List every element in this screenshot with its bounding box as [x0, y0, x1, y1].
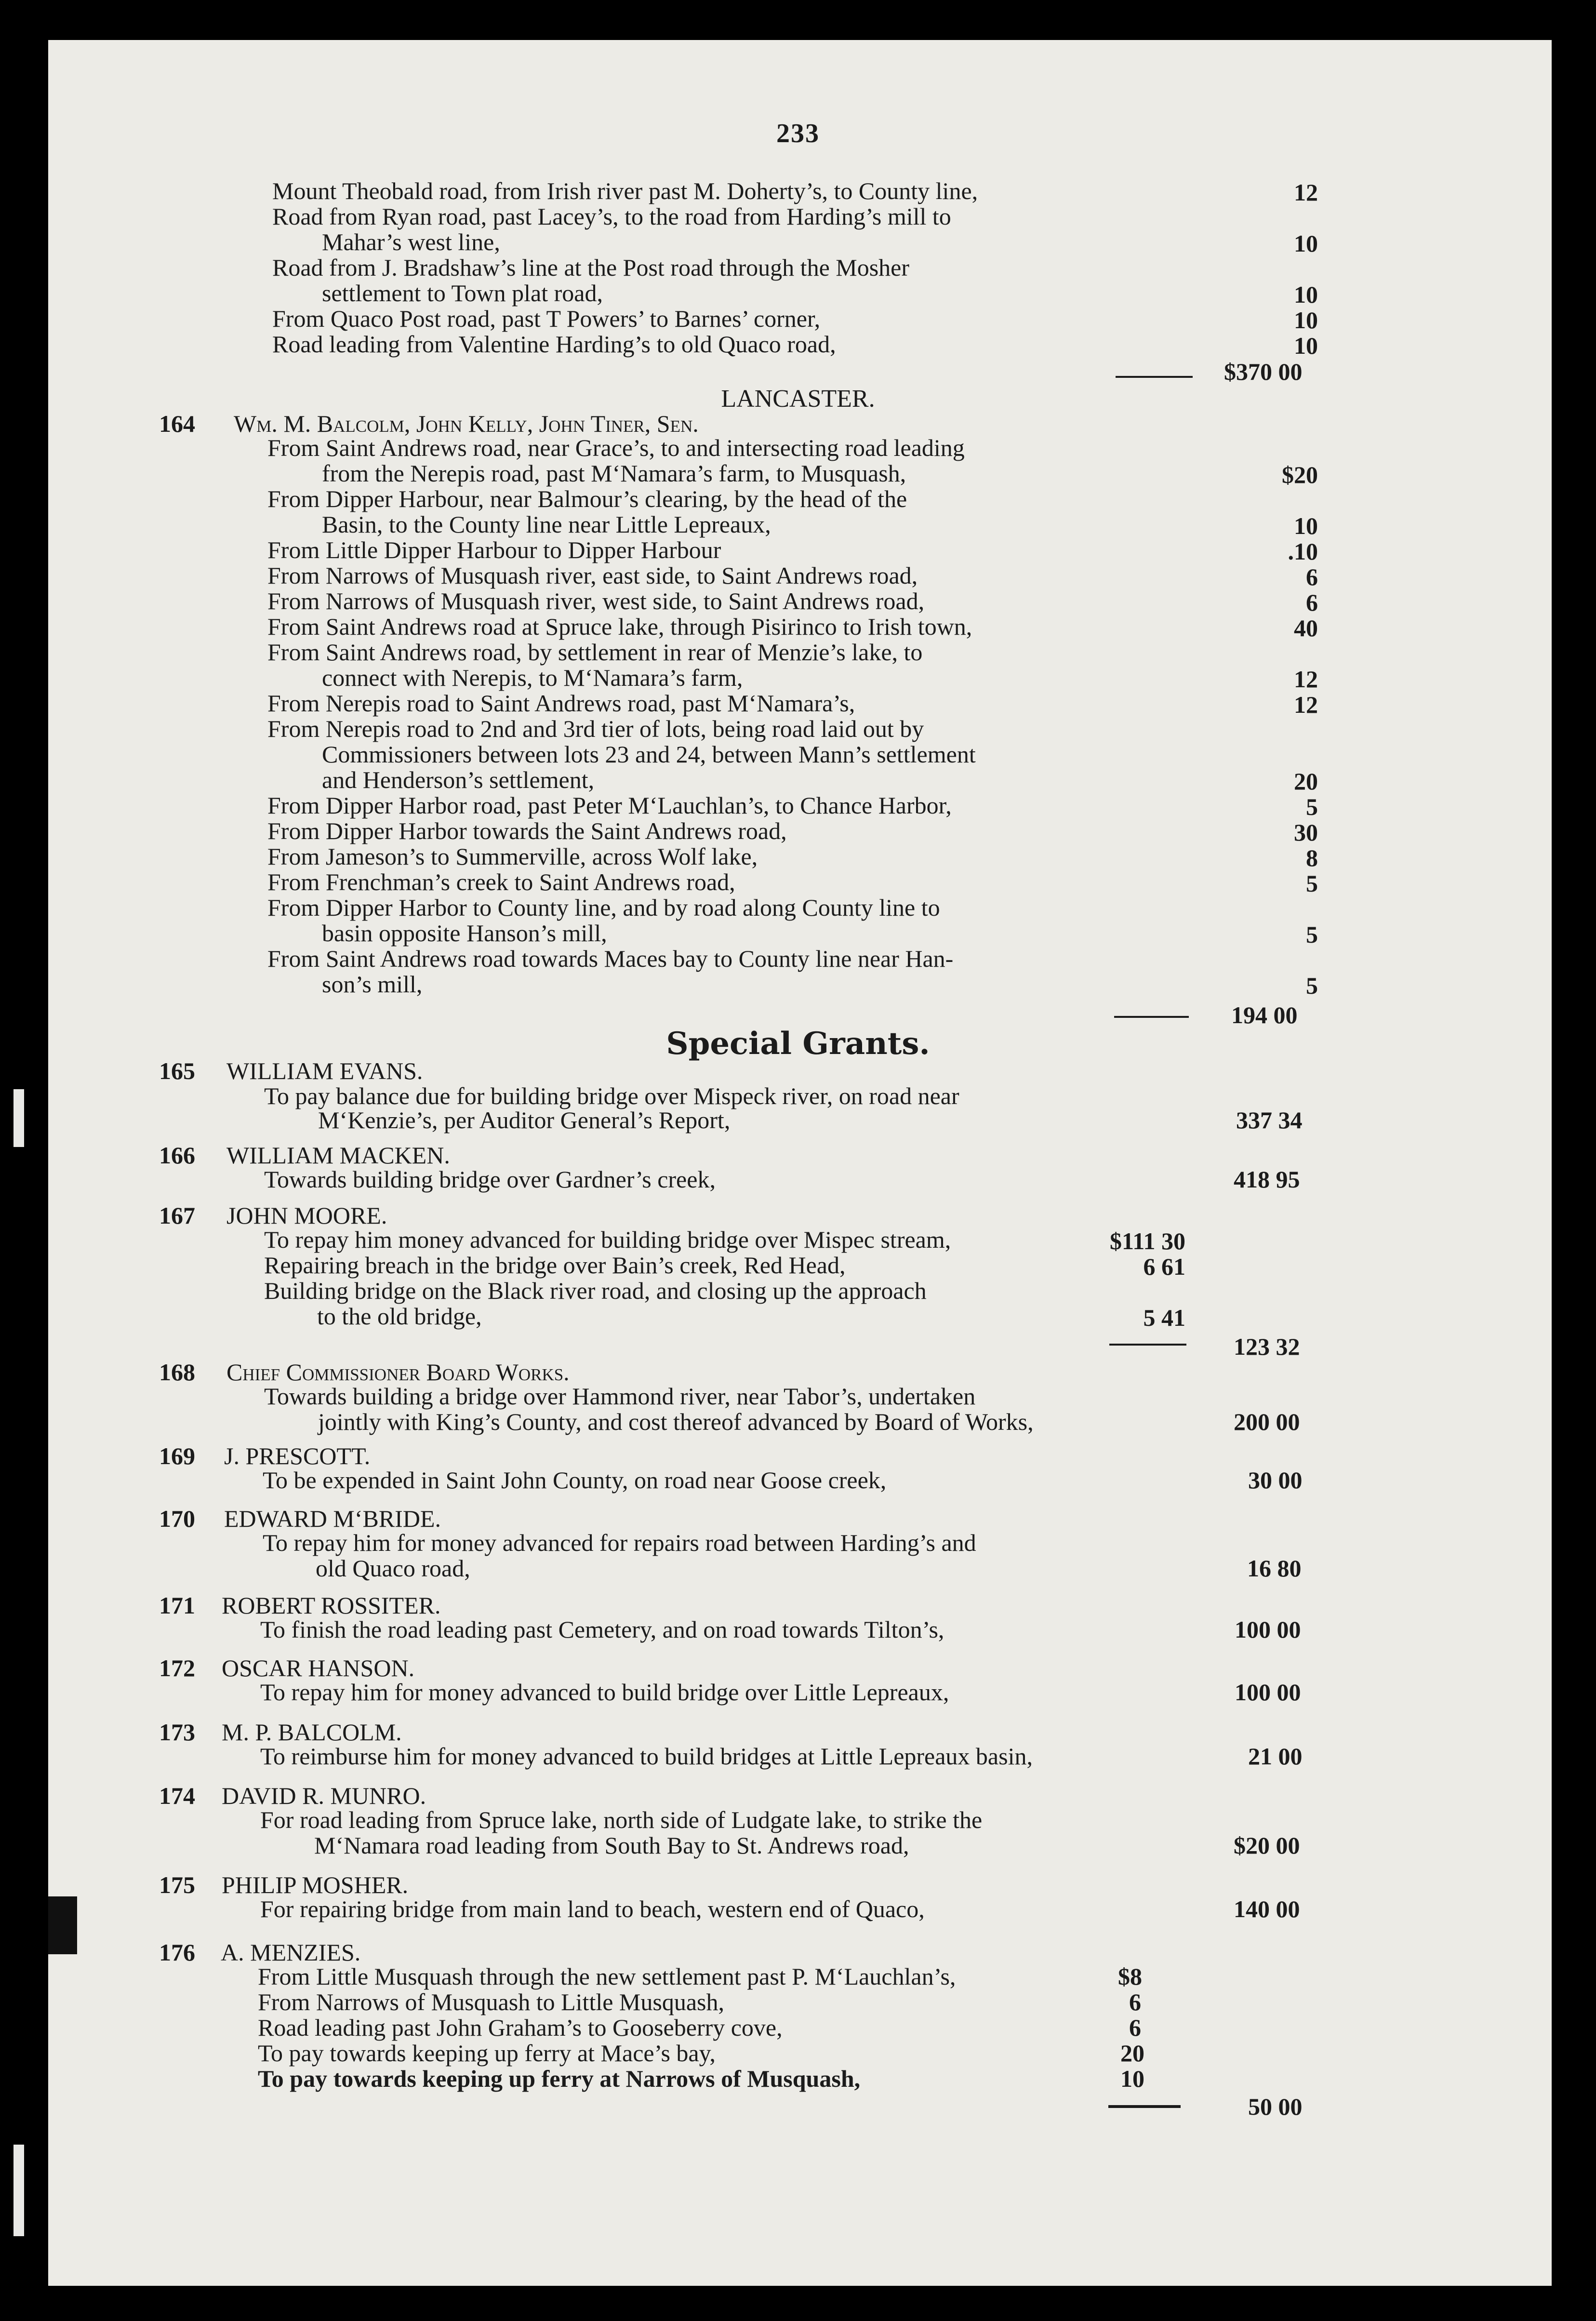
item-number-174: 174 [159, 1782, 195, 1809]
lancaster-item-14-amount: 5 [1306, 972, 1318, 999]
lancaster-item-2-text: From Little Dipper Harbour to Dipper Harbour [267, 536, 721, 563]
lancaster-item-12-text: From Frenchman’s creek to Saint Andrews road, [267, 868, 735, 895]
top-item-2-cont: settlement to Town plat road, [322, 280, 603, 307]
grantee-name-165: WILLIAM EVANS. [226, 1057, 423, 1084]
top-item-1-amount: 10 [1294, 230, 1318, 257]
lancaster-item-5-amount: 40 [1294, 614, 1318, 641]
grantee-name-167: JOHN MOORE. [226, 1202, 387, 1229]
grantee-name-174: DAVID R. MUNRO. [222, 1782, 426, 1809]
item-number-171: 171 [159, 1592, 195, 1619]
grant-166-amount: 418 95 [1234, 1166, 1300, 1193]
grant-173-amount: 21 00 [1248, 1743, 1303, 1770]
section-heading-lancaster: LANCASTER. [721, 385, 875, 413]
item-number-164: 164 [159, 410, 195, 437]
grantee-name-171: ROBERT ROSSITER. [222, 1592, 441, 1619]
grant-167-item-1-text: Repairing breach in the bridge over Bain’s creek, Red Head, [264, 1252, 846, 1279]
grant-170-line-0: To repay him for money advanced for repairs road between Harding’s and [263, 1529, 976, 1556]
lancaster-item-1-amount: 10 [1294, 512, 1318, 539]
grant-171-line-0: To finish the road leading past Cemetery, and on road towards Tilton’s, [260, 1616, 944, 1643]
subtotal-rule [1109, 1344, 1186, 1346]
subtotal-rule [1116, 376, 1193, 378]
lancaster-item-13-text: From Dipper Harbor to County line, and by road along County line to [267, 894, 940, 921]
lancaster-item-13-amount: 5 [1306, 921, 1318, 948]
grant-175-amount: 140 00 [1234, 1895, 1300, 1922]
lancaster-item-3-amount: 6 [1306, 563, 1318, 590]
grant-174-line-0: For road leading from Spruce lake, north side of Ludgate lake, to strike the [260, 1806, 983, 1833]
lancaster-item-6-cont: connect with Nerepis, to M‘Namara’s farm, [322, 664, 743, 691]
lancaster-item-0-text: From Saint Andrews road, near Grace’s, to and intersecting road leading [267, 434, 965, 461]
grant-173-line-0: To reimburse him for money advanced to build bridges at Little Lepreaux basin, [260, 1743, 1033, 1770]
top-item-4-text: Road leading from Valentine Harding’s to old Quaco road, [272, 331, 836, 358]
item-number-165: 165 [159, 1057, 195, 1084]
grant-167-item-0-amount: $111 30 [1110, 1227, 1185, 1254]
grant-172-amount: 100 00 [1235, 1679, 1301, 1706]
top-item-1-cont: Mahar’s west line, [322, 228, 500, 255]
grant-176-item-2-text: Road leading past John Graham’s to Gooseberry cove, [258, 2014, 783, 2041]
lancaster-item-14-text: From Saint Andrews road towards Maces bay to County line near Han- [267, 945, 954, 972]
lancaster-item-2-amount: .10 [1288, 538, 1318, 565]
scan-edge-mark [13, 1089, 24, 1147]
top-item-4-amount: 10 [1294, 332, 1318, 359]
grant-175-line-0: For repairing bridge from main land to beach, western end of Quaco, [260, 1895, 925, 1922]
lancaster-item-10-amount: 30 [1294, 819, 1318, 846]
lancaster-item-6-amount: 12 [1294, 666, 1318, 693]
section-heading-special-grants: Special Grants. [666, 1026, 930, 1062]
grant-166-line-0: Towards building bridge over Gardner’s creek, [264, 1166, 716, 1193]
grant-172-line-0: To repay him for money advanced to build bridge over Little Lepreaux, [260, 1679, 949, 1706]
lancaster-item-1-text: From Dipper Harbour, near Balmour’s clearing, by the head of the [267, 485, 907, 512]
lancaster-item-3-text: From Narrows of Musquash river, east side, to Saint Andrews road, [267, 562, 918, 589]
grant-174-line-1: M‘Namara road leading from South Bay to St. Andrews road, [314, 1832, 909, 1859]
lancaster-item-6-text: From Saint Andrews road, by settlement in rear of Menzie’s lake, to [267, 639, 923, 666]
grant-176-item-4-amount: 10 [1120, 2065, 1144, 2092]
lancaster-total: 194 00 [1231, 1001, 1298, 1028]
grant-167-amount: 123 32 [1234, 1333, 1300, 1360]
lancaster-item-11-text: From Jameson’s to Summerville, across Wolf lake, [267, 843, 758, 870]
top-item-3-amount: 10 [1294, 307, 1318, 333]
grant-176-item-3-amount: 20 [1120, 2040, 1144, 2067]
lancaster-item-8-cont2: and Henderson’s settlement, [322, 766, 595, 793]
grant-165-line-1: M‘Kenzie’s, per Auditor General’s Report, [318, 1107, 731, 1134]
lancaster-item-1-cont: Basin, to the County line near Little Lepreaux, [322, 511, 771, 538]
lancaster-item-4-text: From Narrows of Musquash river, west side, to Saint Andrews road, [267, 587, 925, 614]
grant-171-amount: 100 00 [1235, 1616, 1301, 1643]
grant-167-item-2-text: Building bridge on the Black river road, and closing up the approach [264, 1277, 927, 1304]
top-item-3-text: From Quaco Post road, past T Powers’ to Barnes’ corner, [272, 305, 821, 332]
lancaster-item-10-text: From Dipper Harbor towards the Saint Andrews road, [267, 817, 787, 844]
grant-167-item-2-amount: 5 41 [1143, 1304, 1185, 1331]
lancaster-item-8-text: From Nerepis road to 2nd and 3rd tier of lots, being road laid out by [267, 715, 924, 742]
item-number-175: 175 [159, 1871, 195, 1898]
grantee-name-175: PHILIP MOSHER. [222, 1871, 409, 1898]
grantee-name-176: A. MENZIES. [221, 1939, 361, 1966]
top-total: $370 00 [1224, 358, 1303, 385]
grant-169-amount: 30 00 [1248, 1467, 1303, 1494]
lancaster-item-8-cont: Commissioners between lots 23 and 24, between Mann’s settlement [322, 741, 976, 768]
subtotal-rule [1114, 1016, 1189, 1018]
grant-176-amount: 50 00 [1248, 2093, 1303, 2120]
top-item-0-text: Mount Theobald road, from Irish river past M. Doherty’s, to County line, [272, 177, 978, 204]
grantee-name-173: M. P. BALCOLM. [222, 1719, 402, 1746]
grant-170-amount: 16 80 [1247, 1555, 1302, 1582]
grant-167-item-2-cont: to the old bridge, [317, 1303, 482, 1330]
top-item-2-amount: 10 [1294, 281, 1318, 308]
lancaster-item-12-amount: 5 [1306, 870, 1318, 897]
grant-176-item-4-text: To pay towards keeping up ferry at Narrows of Musquash, [258, 2065, 861, 2092]
lancaster-item-4-amount: 6 [1306, 589, 1318, 616]
grantee-name-168: Chief Commissioner Board Works. [226, 1359, 570, 1386]
grant-165-amount: 337 34 [1236, 1107, 1303, 1134]
lancaster-item-7-text: From Nerepis road to Saint Andrews road, past M‘Namara’s, [267, 690, 855, 717]
item-number-168: 168 [159, 1359, 195, 1386]
item-number-169: 169 [159, 1442, 195, 1469]
grant-176-item-1-amount: 6 [1129, 1988, 1141, 2015]
lancaster-item-7-amount: 12 [1294, 691, 1318, 718]
grant-176-item-0-text: From Little Musquash through the new settlement past P. M‘Lauchlan’s, [258, 1963, 956, 1990]
item-number-172: 172 [159, 1654, 195, 1681]
grantee-names-164: Wm. M. Balcolm, John Kelly, John Tiner, Sen. [234, 410, 699, 437]
grant-167-item-0-text: To repay him money advanced for building bridge over Mispec stream, [264, 1226, 951, 1253]
lancaster-item-14-cont: son’s mill, [322, 971, 423, 998]
grant-176-item-2-amount: 6 [1129, 2014, 1141, 2041]
grant-176-item-3-text: To pay towards keeping up ferry at Mace’s bay, [258, 2040, 716, 2067]
grant-168-line-0: Towards building a bridge over Hammond river, near Tabor’s, undertaken [264, 1383, 976, 1410]
lancaster-item-13-cont: basin opposite Hanson’s mill, [322, 920, 607, 947]
grant-168-line-1: jointly with King’s County, and cost thereof advanced by Board of Works, [318, 1408, 1034, 1435]
item-number-167: 167 [159, 1202, 195, 1229]
top-item-1-text: Road from Ryan road, past Lacey’s, to the road from Harding’s mill to [272, 203, 951, 230]
lancaster-item-9-amount: 5 [1306, 793, 1318, 820]
grant-174-amount: $20 00 [1234, 1832, 1300, 1859]
grant-170-line-1: old Quaco road, [316, 1555, 470, 1582]
lancaster-item-5-text: From Saint Andrews road at Spruce lake, through Pisirinco to Irish town, [267, 613, 972, 640]
top-item-2-text: Road from J. Bradshaw’s line at the Post road through the Mosher [272, 254, 910, 281]
scan-edge-mark [13, 2145, 24, 2236]
grantee-name-170: EDWARD M‘BRIDE. [224, 1505, 441, 1532]
top-item-0-amount: 12 [1294, 179, 1318, 206]
grant-165-line-0: To pay balance due for building bridge over Mispeck river, on road near [264, 1082, 959, 1109]
lancaster-item-0-amount: $20 [1282, 461, 1318, 488]
lancaster-item-9-text: From Dipper Harbor road, past Peter M‘Lauchlan’s, to Chance Harbor, [267, 792, 952, 819]
lancaster-item-0-cont: from the Nerepis road, past M‘Namara’s farm, to Musquash, [322, 460, 906, 487]
page-number: 233 [776, 119, 820, 148]
lancaster-item-8-amount: 20 [1294, 768, 1318, 795]
grantee-name-169: J. PRESCOTT. [224, 1442, 371, 1469]
grant-176-item-1-text: From Narrows of Musquash to Little Musquash, [258, 1988, 724, 2015]
grantee-name-172: OSCAR HANSON. [222, 1654, 415, 1681]
subtotal-rule [1108, 2105, 1181, 2108]
grant-169-line-0: To be expended in Saint John County, on road near Goose creek, [263, 1467, 887, 1494]
grant-167-item-1-amount: 6 61 [1143, 1253, 1185, 1280]
item-number-173: 173 [159, 1719, 195, 1746]
lancaster-item-11-amount: 8 [1306, 844, 1318, 871]
grant-168-amount: 200 00 [1234, 1408, 1300, 1435]
item-number-166: 166 [159, 1142, 195, 1169]
grant-176-item-0-amount: $8 [1118, 1963, 1142, 1990]
ink-blot [48, 1896, 77, 1954]
item-number-170: 170 [159, 1505, 195, 1532]
item-number-176: 176 [159, 1939, 195, 1966]
grantee-name-166: WILLIAM MACKEN. [226, 1142, 450, 1169]
